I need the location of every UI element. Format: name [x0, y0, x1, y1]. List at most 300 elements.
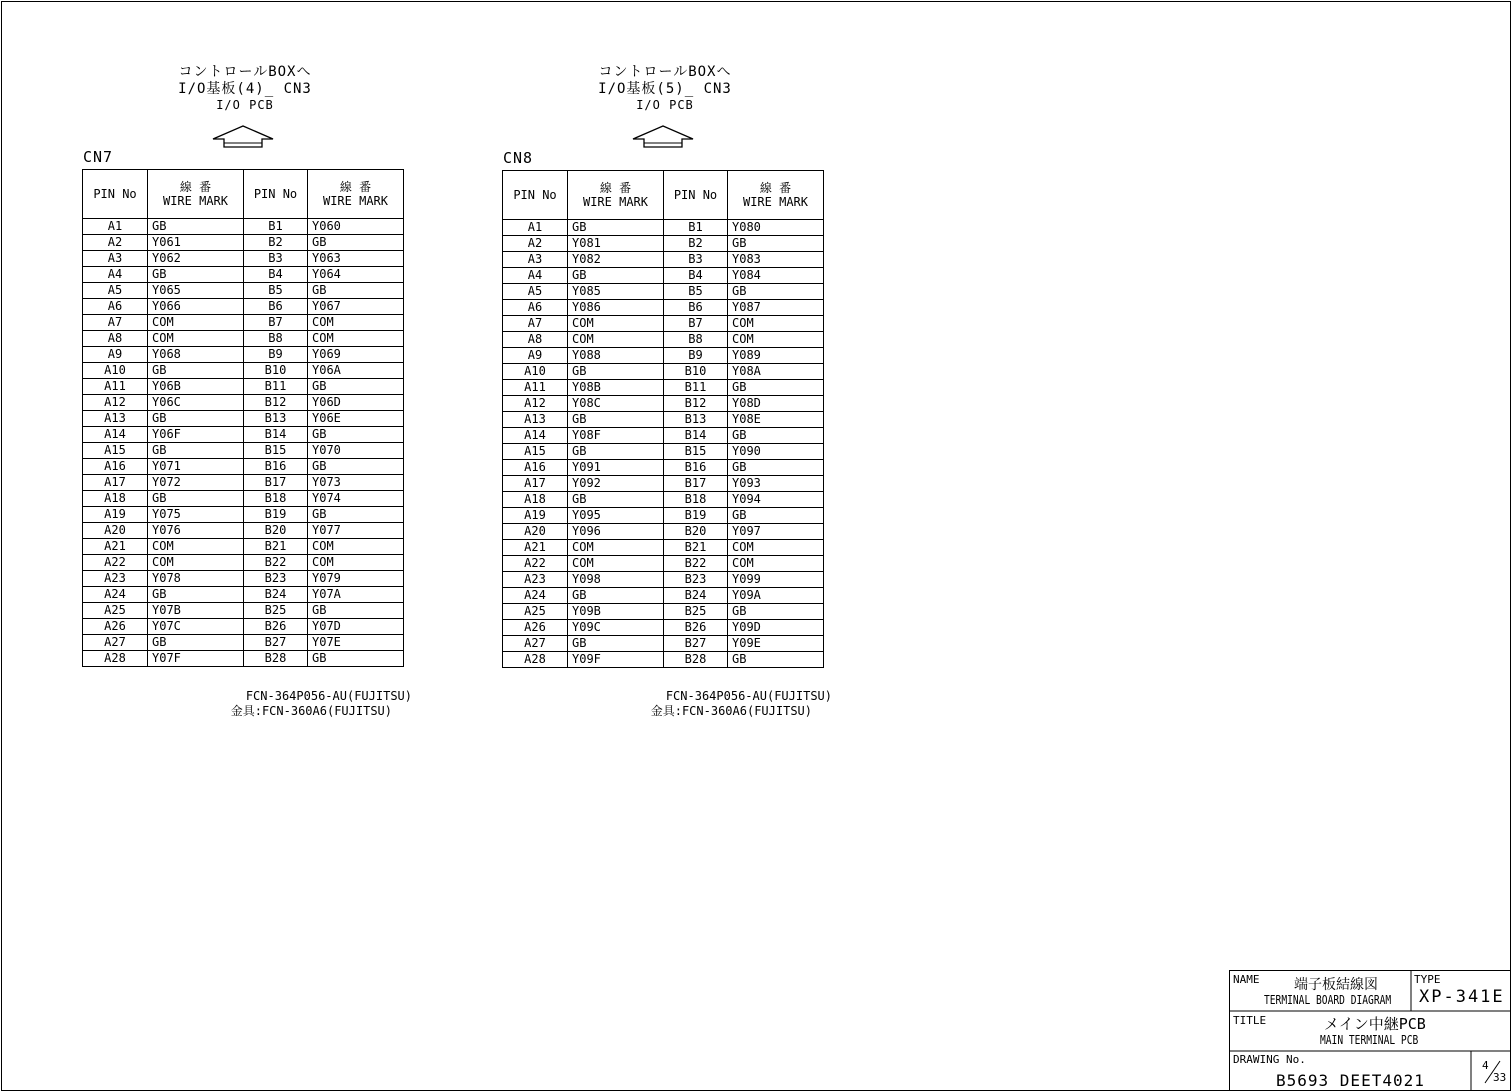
table-header-row — [83, 170, 404, 219]
wire-mark-cell: Y09A — [728, 588, 824, 604]
pin-cell: A14 — [503, 428, 568, 444]
cn7-pin-table — [82, 169, 404, 667]
pin-cell: A14 — [83, 427, 148, 443]
wire-mark-cell: COM — [728, 556, 824, 572]
wire-mark-cell: GB — [728, 652, 824, 668]
wire-mark-cell: Y079 — [308, 571, 404, 587]
pin-cell: A16 — [83, 459, 148, 475]
pin-cell: B23 — [664, 572, 728, 588]
table-row — [503, 332, 824, 348]
pin-cell: B13 — [664, 412, 728, 428]
table-row — [503, 604, 824, 620]
pin-cell: A20 — [83, 523, 148, 539]
wire-mark-cell: GB — [148, 443, 244, 459]
pin-cell: A6 — [503, 300, 568, 316]
pin-cell: A21 — [503, 540, 568, 556]
wire-mark-cell: Y09F — [568, 652, 664, 668]
wire-mark-cell: Y086 — [568, 300, 664, 316]
col-wire-jp: 線 番 — [179, 180, 212, 194]
cn8-header-line2: I/O基板(5)_ CN3 — [598, 81, 732, 97]
table-row — [503, 236, 824, 252]
wire-mark-cell: Y08D — [728, 396, 824, 412]
table-row — [83, 363, 404, 379]
wire-mark-cell: Y099 — [728, 572, 824, 588]
pin-cell: A7 — [83, 315, 148, 331]
wire-mark-cell: GB — [148, 267, 244, 283]
wire-mark-cell: GB — [148, 635, 244, 651]
table-row — [503, 636, 824, 652]
wire-mark-cell: GB — [728, 428, 824, 444]
wire-mark-cell: Y06D — [308, 395, 404, 411]
table-row — [503, 284, 824, 300]
wire-mark-cell: Y078 — [148, 571, 244, 587]
wire-mark-cell: GB — [308, 603, 404, 619]
pin-cell: B7 — [244, 315, 308, 331]
wire-mark-cell: Y083 — [728, 252, 824, 268]
wire-mark-cell: COM — [148, 315, 244, 331]
pin-cell: A26 — [83, 619, 148, 635]
wire-mark-cell: Y07A — [308, 587, 404, 603]
pin-cell: A13 — [503, 412, 568, 428]
pin-cell: A22 — [503, 556, 568, 572]
wire-mark-cell: Y090 — [728, 444, 824, 460]
drawing-no: B5693 DEET4021 — [1276, 1071, 1425, 1090]
table-row — [503, 460, 824, 476]
pin-cell: A8 — [503, 332, 568, 348]
wire-mark-cell: Y06E — [308, 411, 404, 427]
table-row — [503, 268, 824, 284]
cn7-header-line1: コントロールBOXへ — [178, 64, 312, 80]
table-row — [83, 619, 404, 635]
wire-mark-cell: GB — [728, 508, 824, 524]
table-row — [83, 603, 404, 619]
table-row — [83, 267, 404, 283]
pin-cell: A24 — [503, 588, 568, 604]
pin-cell: B28 — [244, 651, 308, 667]
wire-mark-cell: Y08A — [728, 364, 824, 380]
pin-cell: B2 — [244, 235, 308, 251]
pin-cell: A15 — [503, 444, 568, 460]
pin-cell: A12 — [503, 396, 568, 412]
wire-mark-cell: Y062 — [148, 251, 244, 267]
title-label: TITLE — [1233, 1014, 1267, 1027]
wire-mark-cell: Y093 — [728, 476, 824, 492]
wire-mark-cell: Y06C — [148, 395, 244, 411]
wire-mark-cell: Y08B — [568, 380, 664, 396]
cn7-destination-header — [150, 64, 340, 112]
wire-mark-cell: COM — [568, 540, 664, 556]
table-row — [83, 523, 404, 539]
pin-cell: B14 — [664, 428, 728, 444]
table-row — [83, 411, 404, 427]
col-wire-en: WIRE MARK — [582, 195, 649, 209]
wire-mark-cell: COM — [568, 332, 664, 348]
pin-cell: A27 — [83, 635, 148, 651]
table-row — [83, 507, 404, 523]
pin-cell: B4 — [664, 268, 728, 284]
table-row — [83, 219, 404, 235]
pin-cell: A9 — [503, 348, 568, 364]
pin-cell: B23 — [244, 571, 308, 587]
pin-cell: B22 — [664, 556, 728, 572]
pin-cell: B1 — [664, 220, 728, 236]
wire-mark-cell: Y096 — [568, 524, 664, 540]
wire-mark-cell: Y089 — [728, 348, 824, 364]
pin-cell: B9 — [664, 348, 728, 364]
wire-mark-cell: Y07D — [308, 619, 404, 635]
table-header-row — [503, 171, 824, 220]
pin-cell: B11 — [664, 380, 728, 396]
wire-mark-cell: Y077 — [308, 523, 404, 539]
table-row — [83, 459, 404, 475]
cn8-up-arrow-icon — [632, 124, 696, 150]
wire-mark-cell: Y076 — [148, 523, 244, 539]
pin-cell: B24 — [664, 588, 728, 604]
pin-cell: B6 — [244, 299, 308, 315]
wire-mark-cell: COM — [728, 332, 824, 348]
wire-mark-cell: GB — [308, 507, 404, 523]
pin-cell: A17 — [503, 476, 568, 492]
pin-cell: A6 — [83, 299, 148, 315]
pin-cell: B2 — [664, 236, 728, 252]
wire-mark-cell: Y067 — [308, 299, 404, 315]
pin-cell: A24 — [83, 587, 148, 603]
table-row — [503, 348, 824, 364]
cn7-part-line1: FCN-364P056-AU(FUJITSU) — [245, 689, 412, 703]
table-row — [83, 555, 404, 571]
wire-mark-cell: Y070 — [308, 443, 404, 459]
table-row — [503, 588, 824, 604]
table-row — [83, 443, 404, 459]
cn7-part-line2: 金具:FCN-360A6(FUJITSU) — [230, 704, 392, 718]
pin-cell: B11 — [244, 379, 308, 395]
pin-cell: A4 — [503, 268, 568, 284]
table-row — [503, 364, 824, 380]
pin-cell: B27 — [664, 636, 728, 652]
pin-cell: A7 — [503, 316, 568, 332]
pin-cell: B3 — [664, 252, 728, 268]
wire-mark-cell: GB — [148, 587, 244, 603]
wire-mark-cell: Y095 — [568, 508, 664, 524]
pin-cell: B15 — [664, 444, 728, 460]
cn8-header-line1: コントロールBOXへ — [598, 64, 732, 80]
pin-cell: B25 — [244, 603, 308, 619]
name-en: TERMINAL BOARD DIAGRAM — [1264, 993, 1392, 1007]
pin-cell: A2 — [503, 236, 568, 252]
table-row — [503, 492, 824, 508]
pin-cell: A20 — [503, 524, 568, 540]
pin-cell: B25 — [664, 604, 728, 620]
table-row — [83, 427, 404, 443]
wire-mark-cell: GB — [148, 491, 244, 507]
col-wire-en: WIRE MARK — [742, 195, 809, 209]
cn7-header-line2: I/O基板(4)_ CN3 — [178, 81, 312, 97]
wire-mark-cell: Y06F — [148, 427, 244, 443]
sheet-number: 4 — [1482, 1059, 1489, 1072]
wire-mark-cell: Y06A — [308, 363, 404, 379]
wire-mark-cell: Y066 — [148, 299, 244, 315]
pin-cell: A18 — [83, 491, 148, 507]
title-en: MAIN TERMINAL PCB — [1320, 1033, 1419, 1047]
wire-mark-cell: GB — [728, 284, 824, 300]
col-pin-a: PIN No — [503, 171, 568, 220]
wire-mark-cell: COM — [148, 539, 244, 555]
type-label: TYPE — [1414, 973, 1441, 986]
wire-mark-cell: Y09B — [568, 604, 664, 620]
wire-mark-cell: COM — [568, 556, 664, 572]
pin-cell: B22 — [244, 555, 308, 571]
pin-cell: A18 — [503, 492, 568, 508]
wire-mark-cell: GB — [568, 268, 664, 284]
table-row — [503, 508, 824, 524]
table-row — [83, 283, 404, 299]
pin-cell: A16 — [503, 460, 568, 476]
col-pin-b: PIN No — [664, 171, 728, 220]
pin-cell: A21 — [83, 539, 148, 555]
col-wire-a — [568, 171, 664, 220]
table-row — [503, 252, 824, 268]
wire-mark-cell: Y080 — [728, 220, 824, 236]
table-row — [83, 475, 404, 491]
pin-cell: A25 — [503, 604, 568, 620]
wire-mark-cell: GB — [568, 220, 664, 236]
table-row — [503, 524, 824, 540]
wire-mark-cell: Y064 — [308, 267, 404, 283]
cn8-part-number — [610, 689, 832, 719]
pin-cell: A13 — [83, 411, 148, 427]
col-wire-jp: 線 番 — [759, 181, 792, 195]
table-row — [83, 491, 404, 507]
table-row — [83, 331, 404, 347]
pin-cell: B18 — [244, 491, 308, 507]
col-pin-b: PIN No — [244, 170, 308, 219]
pin-cell: B18 — [664, 492, 728, 508]
title-jp: メイン中継PCB — [1324, 1015, 1426, 1033]
wire-mark-cell: GB — [568, 444, 664, 460]
pin-cell: B26 — [244, 619, 308, 635]
pin-cell: B27 — [244, 635, 308, 651]
pin-cell: A22 — [83, 555, 148, 571]
wire-mark-cell: Y072 — [148, 475, 244, 491]
wire-mark-cell: COM — [308, 315, 404, 331]
wire-mark-cell: COM — [728, 316, 824, 332]
pin-cell: A26 — [503, 620, 568, 636]
wire-mark-cell: Y097 — [728, 524, 824, 540]
pin-cell: A1 — [83, 219, 148, 235]
drawing-no-label: DRAWING No. — [1233, 1053, 1306, 1066]
pin-cell: A19 — [503, 508, 568, 524]
wire-mark-cell: Y07F — [148, 651, 244, 667]
table-row — [503, 444, 824, 460]
wire-mark-cell: Y088 — [568, 348, 664, 364]
wire-mark-cell: Y075 — [148, 507, 244, 523]
pin-cell: B21 — [664, 540, 728, 556]
table-row — [83, 251, 404, 267]
wire-mark-cell: Y063 — [308, 251, 404, 267]
pin-cell: B19 — [244, 507, 308, 523]
pin-cell: B4 — [244, 267, 308, 283]
wire-mark-cell: Y081 — [568, 236, 664, 252]
pin-cell: B16 — [244, 459, 308, 475]
col-wire-b — [308, 170, 404, 219]
pin-cell: A15 — [83, 443, 148, 459]
sheets-total: 33 — [1493, 1071, 1507, 1084]
wire-mark-cell: Y084 — [728, 268, 824, 284]
wire-mark-cell: COM — [148, 331, 244, 347]
wire-mark-cell: Y068 — [148, 347, 244, 363]
pin-cell: B17 — [244, 475, 308, 491]
name-jp: 端子板結線図 — [1294, 977, 1378, 993]
table-row — [503, 380, 824, 396]
pin-cell: B8 — [244, 331, 308, 347]
pin-cell: B7 — [664, 316, 728, 332]
table-row — [503, 428, 824, 444]
table-row — [503, 476, 824, 492]
wire-mark-cell: Y09D — [728, 620, 824, 636]
wire-mark-cell: GB — [148, 411, 244, 427]
wire-mark-cell: Y060 — [308, 219, 404, 235]
wire-mark-cell: Y098 — [568, 572, 664, 588]
wire-mark-cell: Y065 — [148, 283, 244, 299]
wire-mark-cell: Y07B — [148, 603, 244, 619]
pin-cell: A1 — [503, 220, 568, 236]
pin-cell: A27 — [503, 636, 568, 652]
table-row — [503, 572, 824, 588]
wire-mark-cell: Y094 — [728, 492, 824, 508]
pin-cell: A5 — [503, 284, 568, 300]
pin-cell: B10 — [664, 364, 728, 380]
table-row — [503, 396, 824, 412]
table-row — [503, 412, 824, 428]
wire-mark-cell: COM — [308, 331, 404, 347]
pin-cell: A10 — [503, 364, 568, 380]
wire-mark-cell: Y06B — [148, 379, 244, 395]
wire-mark-cell: COM — [308, 555, 404, 571]
wire-mark-cell: Y085 — [568, 284, 664, 300]
pin-cell: A5 — [83, 283, 148, 299]
wire-mark-cell: GB — [148, 363, 244, 379]
wire-mark-cell: GB — [148, 219, 244, 235]
cn8-pin-table — [502, 170, 824, 668]
pin-cell: B1 — [244, 219, 308, 235]
wire-mark-cell: Y082 — [568, 252, 664, 268]
col-wire-b — [728, 171, 824, 220]
table-row — [83, 539, 404, 555]
pin-cell: A23 — [83, 571, 148, 587]
pin-cell: B24 — [244, 587, 308, 603]
wire-mark-cell: Y071 — [148, 459, 244, 475]
wire-mark-cell: GB — [308, 651, 404, 667]
wire-mark-cell: GB — [568, 364, 664, 380]
table-row — [83, 395, 404, 411]
col-pin-a: PIN No — [83, 170, 148, 219]
table-row — [503, 556, 824, 572]
pin-cell: B16 — [664, 460, 728, 476]
pin-cell: A25 — [83, 603, 148, 619]
wire-mark-cell: GB — [728, 236, 824, 252]
pin-cell: B14 — [244, 427, 308, 443]
table-row — [83, 635, 404, 651]
wire-mark-cell: GB — [728, 380, 824, 396]
table-row — [503, 652, 824, 668]
cn7-header-line3: I/O PCB — [216, 98, 274, 112]
cn8-header-line3: I/O PCB — [636, 98, 694, 112]
wire-mark-cell: GB — [308, 427, 404, 443]
wire-mark-cell: Y07C — [148, 619, 244, 635]
title-block — [1229, 970, 1511, 1091]
cn8-part-line1: FCN-364P056-AU(FUJITSU) — [665, 689, 832, 703]
wire-mark-cell: GB — [308, 459, 404, 475]
table-row — [503, 620, 824, 636]
pin-cell: A11 — [503, 380, 568, 396]
table-row — [83, 571, 404, 587]
table-row — [83, 315, 404, 331]
table-row — [83, 379, 404, 395]
wire-mark-cell: GB — [308, 283, 404, 299]
pin-cell: A19 — [83, 507, 148, 523]
pin-cell: B12 — [664, 396, 728, 412]
wire-mark-cell: Y087 — [728, 300, 824, 316]
wire-mark-cell: GB — [568, 412, 664, 428]
col-wire-jp: 線 番 — [339, 180, 372, 194]
table-row — [83, 299, 404, 315]
pin-cell: A8 — [83, 331, 148, 347]
pin-cell: B28 — [664, 652, 728, 668]
wire-mark-cell: Y09C — [568, 620, 664, 636]
pin-cell: A3 — [503, 252, 568, 268]
wire-mark-cell: COM — [568, 316, 664, 332]
wire-mark-cell: Y08F — [568, 428, 664, 444]
cn7-part-number — [190, 689, 412, 719]
pin-cell: B26 — [664, 620, 728, 636]
wire-mark-cell: COM — [148, 555, 244, 571]
pin-cell: A28 — [83, 651, 148, 667]
pin-cell: A28 — [503, 652, 568, 668]
table-row — [503, 540, 824, 556]
wire-mark-cell: Y092 — [568, 476, 664, 492]
table-row — [83, 347, 404, 363]
wire-mark-cell: Y08C — [568, 396, 664, 412]
wire-mark-cell: GB — [568, 636, 664, 652]
wire-mark-cell: Y091 — [568, 460, 664, 476]
pin-cell: B20 — [244, 523, 308, 539]
wire-mark-cell: Y069 — [308, 347, 404, 363]
pin-cell: B10 — [244, 363, 308, 379]
pin-cell: B15 — [244, 443, 308, 459]
pin-cell: A2 — [83, 235, 148, 251]
table-row — [83, 235, 404, 251]
pin-cell: B13 — [244, 411, 308, 427]
col-wire-a — [148, 170, 244, 219]
wire-mark-cell: Y08E — [728, 412, 824, 428]
type-value: XP-341E — [1419, 987, 1505, 1007]
pin-cell: A11 — [83, 379, 148, 395]
wire-mark-cell: COM — [308, 539, 404, 555]
wire-mark-cell: GB — [308, 379, 404, 395]
table-row — [503, 300, 824, 316]
pin-cell: B3 — [244, 251, 308, 267]
col-wire-jp: 線 番 — [599, 181, 632, 195]
pin-cell: A4 — [83, 267, 148, 283]
wire-mark-cell: Y07E — [308, 635, 404, 651]
cn8-label: CN8 — [503, 149, 534, 167]
cn7-label: CN7 — [83, 148, 114, 166]
table-row — [83, 651, 404, 667]
wire-mark-cell: Y09E — [728, 636, 824, 652]
pin-cell: A23 — [503, 572, 568, 588]
pin-cell: A17 — [83, 475, 148, 491]
pin-cell: A10 — [83, 363, 148, 379]
